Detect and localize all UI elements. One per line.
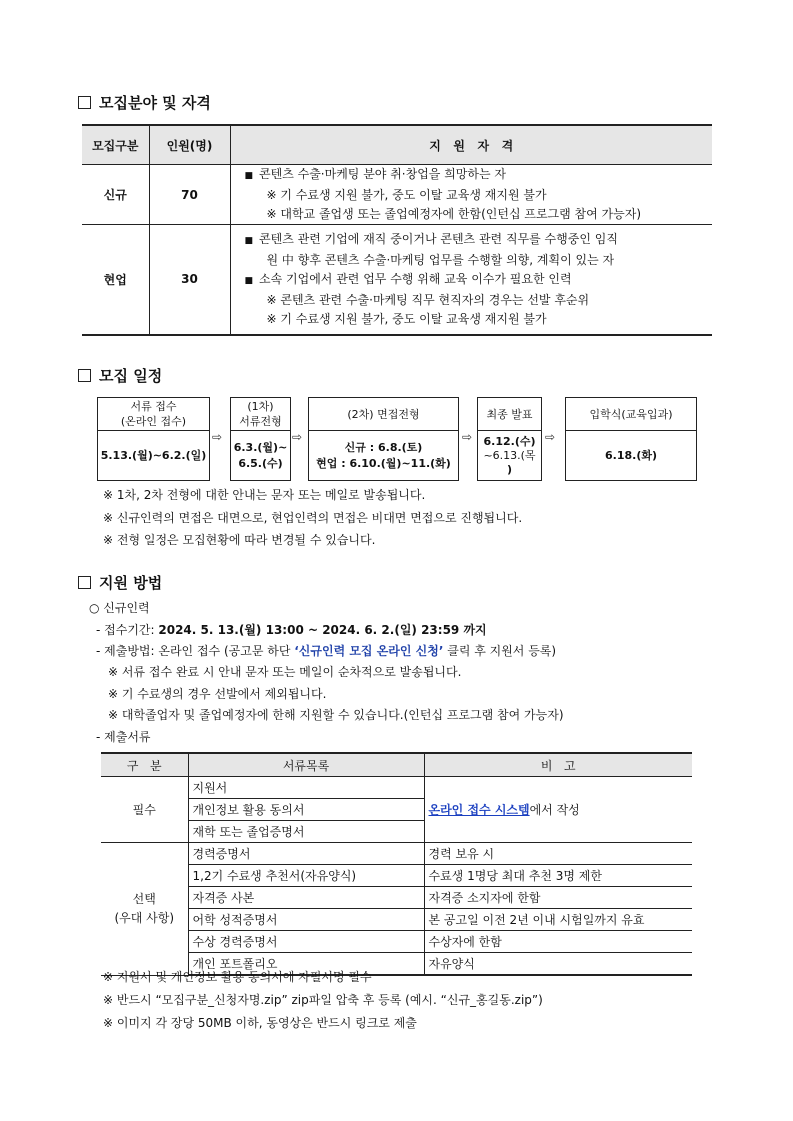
square-bullet-icon: ■: [244, 171, 254, 181]
step-date: 6.12.(수): [483, 434, 536, 448]
category-optional: [101, 843, 188, 976]
footnote: ※ 이미지 각 장당 50MB 이하, 동영상은 반드시 링크로 제출: [103, 1016, 417, 1030]
step-date: ~6.13.(목: [483, 448, 536, 462]
document-note: 수상자에 한함: [424, 931, 692, 953]
qual-line: ※ 기 수료생 지원 불가, 중도 이탈 교육생 재지원 불가: [266, 311, 547, 326]
qual-line: ※ 콘텐츠 관련 수출·마케팅 직무 현직자의 경우는 선발 후순위: [266, 292, 590, 307]
target-group: ○ 신규인력: [89, 601, 150, 615]
schedule-note: ※ 1차, 2차 전형에 대한 안내는 문자 또는 메일로 발송됩니다.: [103, 488, 426, 502]
arrow-right-icon: ⇨: [462, 430, 473, 444]
step-head: (1차): [247, 400, 274, 413]
checkbox-square-icon: [78, 576, 91, 589]
optional-cat-text: (우대 사항): [114, 910, 175, 925]
header-category: 구 분: [101, 753, 188, 777]
online-system-link[interactable]: 온라인 접수 시스템: [428, 803, 530, 817]
document-note: 경력 보유 시: [424, 843, 692, 865]
schedule-step-application: [97, 397, 210, 481]
table-row: [101, 865, 692, 887]
step-date: 5.13.(월)~6.2.(일): [100, 448, 207, 462]
method-note: ※ 대학졸업자 및 졸업예정자에 한해 지원할 수 있습니다.(인턴십 프로그램 참여 가능자): [108, 708, 564, 722]
section-title-text: 모집 일정: [99, 367, 163, 385]
period-label: - 접수기간:: [96, 623, 159, 637]
row-count: 70: [149, 165, 230, 225]
step-head: (2차) 면접전형: [347, 407, 420, 421]
document-name: 경력증명서: [188, 843, 424, 865]
document-note: 자격증 소지자에 한함: [424, 887, 692, 909]
step-date: 6.5.(수): [238, 456, 283, 470]
schedule-note: ※ 신규인력의 면접은 대면으로, 현업인력의 면접은 비대면 면접으로 진행됩니다.: [103, 511, 523, 525]
required-note-text: 에서 작성: [529, 803, 580, 817]
row-count: 30: [149, 225, 230, 335]
schedule-step-entrance: [565, 397, 697, 481]
qual-line: ■ 콘텐츠 관련 기업에 재직 중이거나 콘텐츠 관련 직무를 수행중인 임직: [244, 231, 618, 246]
category-required: 필수: [101, 777, 188, 843]
documents-label: - 제출서류: [96, 730, 151, 744]
online-application-link[interactable]: ‘신규인력 모집 온라인 신청’: [294, 644, 444, 658]
qual-line: ※ 대학교 졸업생 또는 졸업예정자에 한함(인턴십 프로그램 참여 가능자): [266, 207, 642, 221]
section-title-qualification: [78, 92, 211, 113]
step-date: ): [506, 462, 513, 476]
method-note: ※ 서류 접수 완료 시 안내 문자 또는 메일이 순차적으로 발송됩니다.: [108, 665, 462, 679]
table-row: [101, 887, 692, 909]
footnote: ※ 반드시 “모집구분_신청자명.zip” zip파일 압축 후 등록 (예시. “신규_홍길동.zip”): [103, 993, 543, 1007]
header-category: 모집구분: [82, 125, 149, 165]
header-count: 인원(명): [149, 125, 230, 165]
method-note: ※ 기 수료생의 경우 선발에서 제외됩니다.: [108, 687, 327, 701]
step-date: 6.18.(화): [605, 448, 657, 462]
document-name: 자격증 사본: [188, 887, 424, 909]
document-name: 개인 포트폴리오: [188, 953, 424, 976]
step-head: 서류전형: [239, 415, 282, 428]
section-title-application-method: [78, 572, 162, 593]
method-text: - 제출방법: 온라인 접수 (공고문 하단: [96, 644, 295, 658]
schedule-note: ※ 전형 일정은 모집현황에 따라 변경될 수 있습니다.: [103, 533, 376, 547]
period-value: 2024. 5. 13.(월) 13:00 ~ 2024. 6. 2.(일) 23:59 까지: [158, 623, 487, 637]
section-title-text: 모집분야 및 자격: [99, 94, 211, 112]
table-row: [101, 843, 692, 865]
schedule-step-document-screening: [230, 397, 291, 481]
qual-line: ■ 소속 기업에서 관련 업무 수행 위해 교육 이수가 필요한 인력: [244, 271, 572, 286]
checkbox-square-icon: [78, 96, 91, 109]
table-row: [101, 777, 692, 799]
step-date: 현업 : 6.10.(월)~11.(화): [316, 456, 451, 470]
document-name: 개인정보 활용 동의서: [188, 799, 424, 821]
table-header-row: [101, 753, 692, 777]
step-date: 신규 : 6.8.(토): [344, 440, 423, 454]
qual-line: 원 中 향후 콘텐츠 수출·마케팅 업무를 수행할 의향, 계획이 있는 자: [266, 252, 615, 267]
footnote: ※ 지원서 및 개인정보 활용 동의서에 자필서명 필수: [103, 970, 372, 984]
document-note: 수료생 1명당 최대 추천 3명 제한: [424, 865, 692, 887]
square-bullet-icon: ■: [244, 275, 254, 286]
method-text: 클릭 후 지원서 등록): [443, 644, 557, 658]
document-name: 재학 또는 졸업증명서: [188, 821, 424, 843]
section-title-schedule: [78, 365, 162, 386]
step-head: 최종 발표: [486, 407, 533, 421]
document-note: 자유양식: [424, 953, 692, 976]
section-title-text: 지원 방법: [99, 574, 163, 592]
schedule-step-interview: [308, 397, 459, 481]
step-head: 서류 접수: [130, 400, 177, 413]
row-qualification: [230, 225, 712, 335]
table-row: [101, 931, 692, 953]
table-row: [82, 225, 712, 335]
document-name: 1,2기 수료생 추천서(자유양식): [188, 865, 424, 887]
table-row: [82, 165, 712, 225]
arrow-right-icon: ⇨: [212, 430, 223, 444]
header-remarks: 비 고: [424, 753, 692, 777]
header-qualification: 지 원 자 격: [230, 125, 712, 165]
document-name: 지원서: [188, 777, 424, 799]
documents-table: [101, 752, 692, 976]
application-period: [96, 621, 487, 638]
checkbox-square-icon: [78, 369, 91, 382]
document-name: 수상 경력증명서: [188, 931, 424, 953]
schedule-step-final-announcement: [477, 397, 542, 481]
submission-method: [96, 642, 556, 659]
optional-cat-text: 선택: [132, 891, 156, 906]
step-date: 6.3.(월)~: [233, 440, 288, 454]
step-head: (온라인 접수): [120, 415, 187, 428]
row-category: 현업: [82, 225, 149, 335]
qualification-table: [82, 124, 712, 336]
row-qualification: [230, 165, 712, 225]
document-note: 본 공고일 이전 2년 이내 시험일까지 유효: [424, 909, 692, 931]
document-name: 어학 성적증명서: [188, 909, 424, 931]
arrow-right-icon: ⇨: [545, 430, 556, 444]
step-head: 입학식(교육입과): [589, 407, 673, 421]
arrow-right-icon: ⇨: [292, 430, 303, 444]
row-category: 신규: [82, 165, 149, 225]
table-row: [101, 909, 692, 931]
square-bullet-icon: ■: [244, 235, 254, 246]
table-header-row: [82, 125, 712, 165]
required-note: [424, 777, 692, 843]
qual-line: ※ 기 수료생 지원 불가, 중도 이탈 교육생 재지원 불가: [266, 188, 547, 202]
qual-line: ■ 콘텐츠 수출·마케팅 분야 취·창업을 희망하는 자: [244, 167, 506, 181]
header-documents: 서류목록: [188, 753, 424, 777]
